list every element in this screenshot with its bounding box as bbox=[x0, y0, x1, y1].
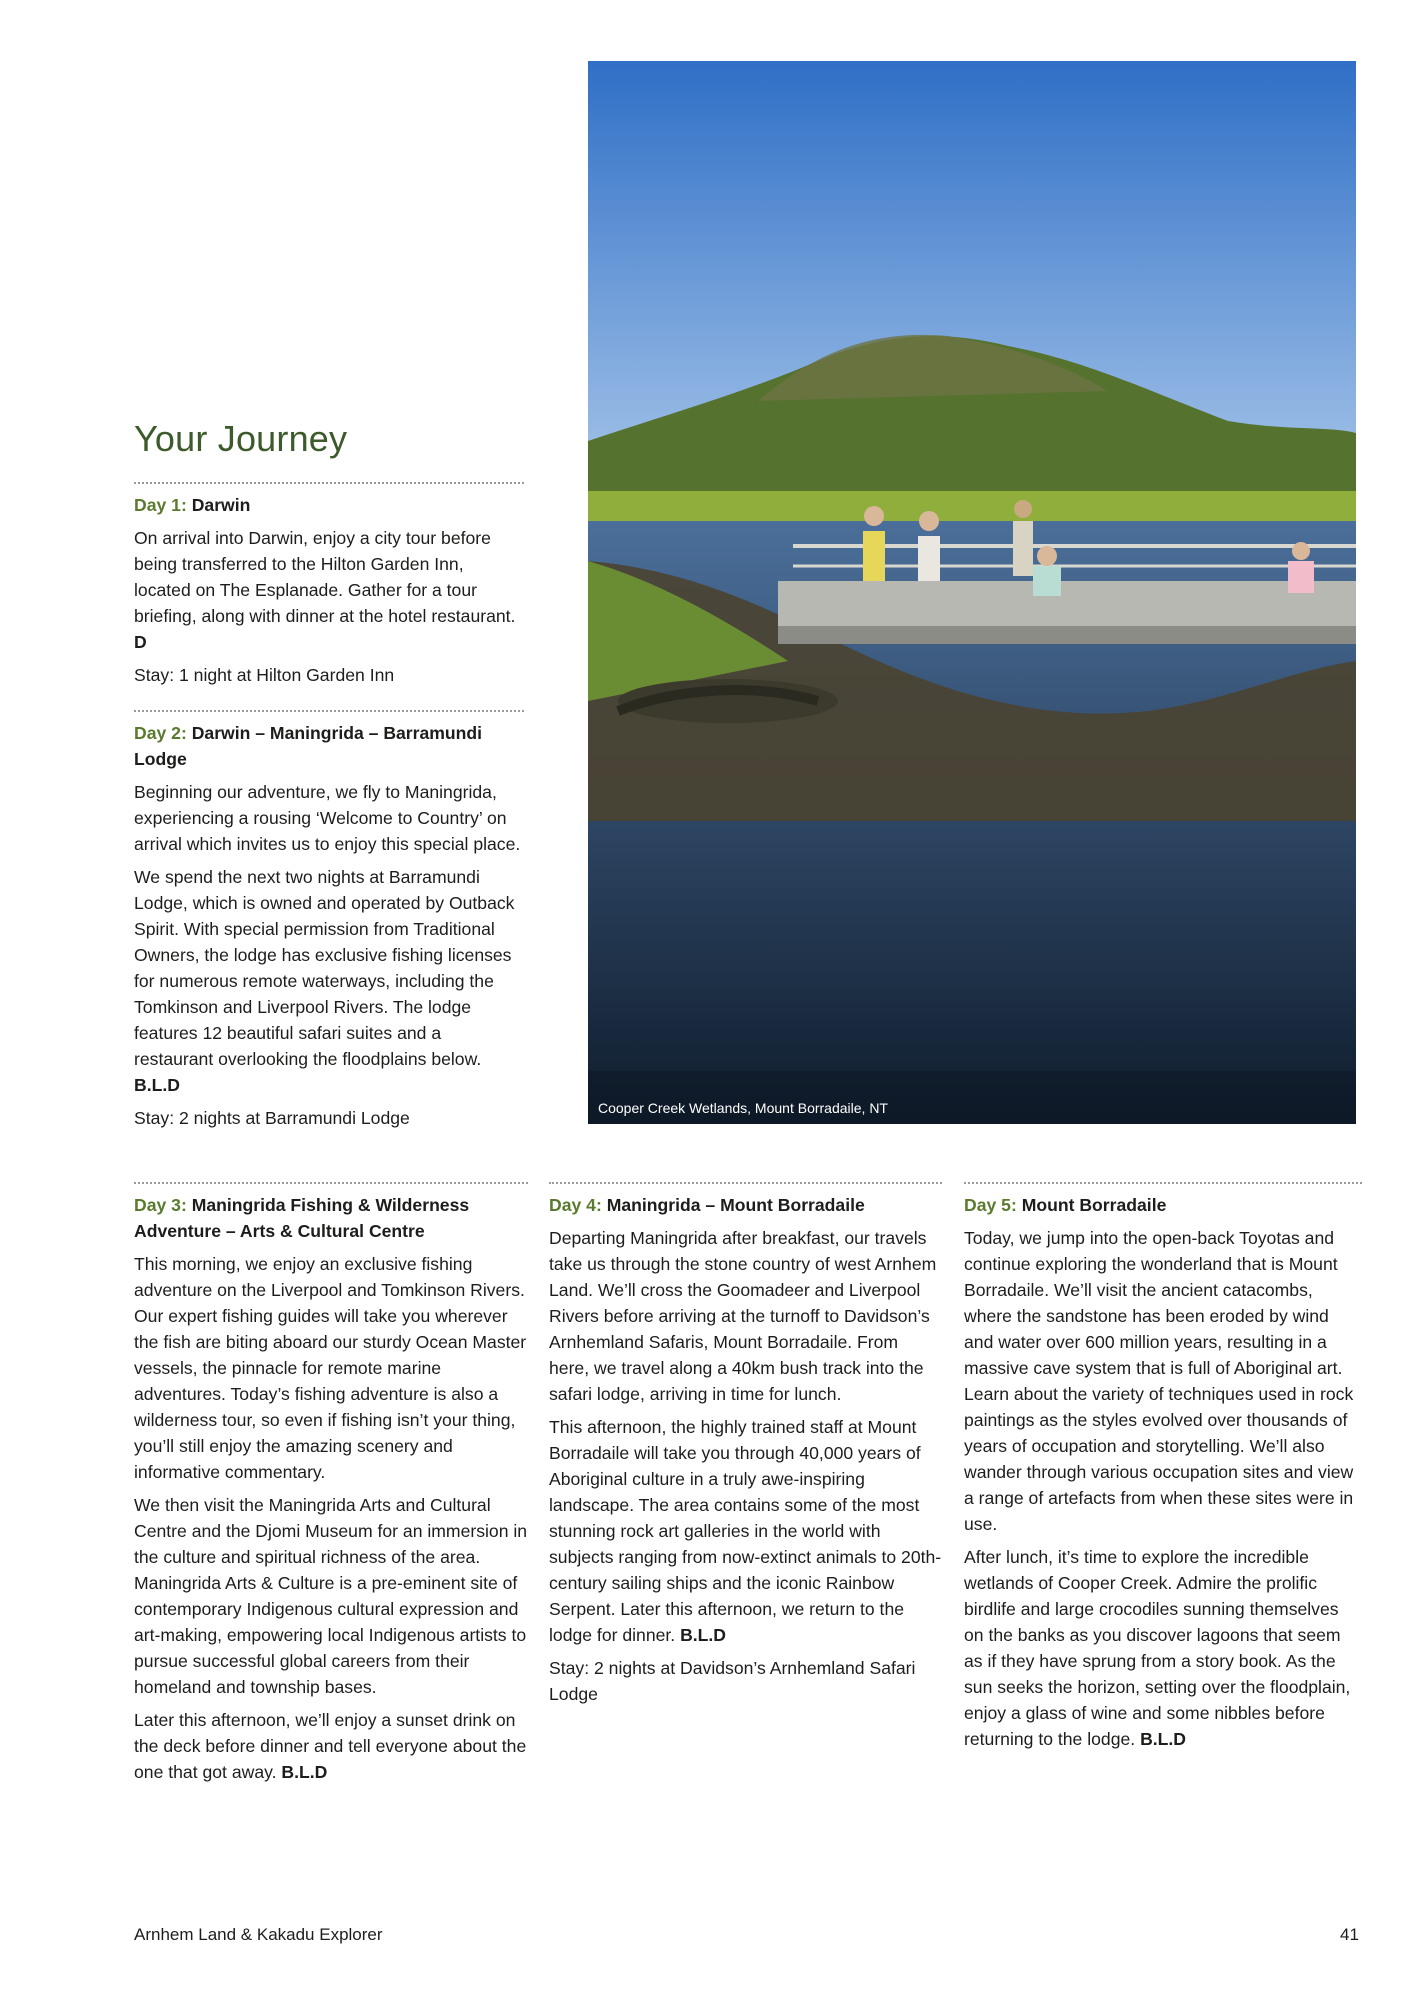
day-4-paragraph-2: This afternoon, the highly trained staff at Mount Borradaile will take you through 40,000 years of Aboriginal culture in a truly awe-inspiring landscape. The area contains some of the most stunning rock art galleries in the world with subjects ranging from now-extinct animals to 20th-century sailing ships and the iconic Rainbow Serpent. Later this afternoon, we return to the lodge for dinner. B.L.D bbox=[549, 1417, 942, 1645]
day-3-paragraph-3: Later this afternoon, we’ll enjoy a sunset drink on the deck before dinner and tell everyone about the one that got away. B.L.D bbox=[134, 1710, 527, 1782]
wetlands-illustration bbox=[588, 61, 1356, 1124]
day-3-heading: Day 3: Maningrida Fishing & Wilderness Adventure – Arts & Cultural Centre bbox=[134, 1195, 470, 1241]
day-5-paragraph-1: Today, we jump into the open-back Toyotas and continue exploring the wonderland that is Mount Borradaile. We’ll visit the ancient catacombs, where the sandstone has been eroded by wind and water over 600 million years, resulting in a massive cave system that is full of Aboriginal art. Learn about the variety of techniques used in rock paintings as the styles evolved over thousands of years of occupation and storytelling. We’ll also wander through various occupation sites and view a range of artefacts from when these sites were in use. bbox=[964, 1228, 1354, 1534]
footer-publication-title: Arnhem Land & Kakadu Explorer bbox=[134, 1925, 383, 1944]
day-5-heading: Day 5: Mount Borradaile bbox=[964, 1195, 1167, 1215]
day-1-paragraph-1: On arrival into Darwin, enjoy a city tour before being transferred to the Hilton Garden Inn, located on The Esplanade. Gather for a tour briefing, along with dinner at the hotel restaurant. D bbox=[134, 528, 516, 652]
day-3-section bbox=[134, 1182, 528, 1785]
column-day-5 bbox=[964, 1182, 1362, 1764]
day-4-section bbox=[549, 1182, 942, 1707]
day-4-stay: Stay: 2 nights at Davidson’s Arnhemland Safari Lodge bbox=[549, 1658, 916, 1704]
day-3-paragraph-1: This morning, we enjoy an exclusive fishing adventure on the Liverpool and Tomkinson Rivers. Our expert fishing guides will take you wherever the fish are biting aboard our sturdy Ocean Master vessels, the pinnacle for remote marine adventures. Today’s fishing adventure is also a wilderness tour, so even if fishing isn’t your thing, you’ll still enjoy the amazing scenery and informative commentary. bbox=[134, 1254, 527, 1482]
day-1-stay: Stay: 1 night at Hilton Garden Inn bbox=[134, 665, 395, 685]
day-5-paragraph-2: After lunch, it’s time to explore the incredible wetlands of Cooper Creek. Admire the prolific birdlife and large crocodiles sunning themselves on the banks as you discover lagoons that seem as if they have sprung from a story book. As the sun seeks the horizon, setting over the floodplain, enjoy a glass of wine and some nibbles before returning to the lodge. B.L.D bbox=[964, 1547, 1351, 1749]
column-day-3 bbox=[134, 1182, 528, 1797]
page-title: Your Journey bbox=[134, 418, 348, 459]
day-2-heading: Day 2: Darwin – Maningrida – Barramundi Lodge bbox=[134, 723, 483, 769]
wetlands-photo bbox=[588, 61, 1356, 1124]
day-4-paragraph-1: Departing Maningrida after breakfast, our travels take us through the stone country of west Arnhem Land. We’ll cross the Goomadeer and Liverpool Rivers before arriving at the turnoff to Davidson’s Arnhemland Safaris, Mount Borradaile. From here, we travel along a 40km bush track into the safari lodge, arriving in time for lunch. bbox=[549, 1228, 937, 1404]
day-1-section bbox=[134, 482, 524, 688]
column-day-4 bbox=[549, 1182, 942, 1719]
day-5-section bbox=[964, 1182, 1362, 1752]
day-2-paragraph-2: We spend the next two nights at Barramundi Lodge, which is owned and operated by Outback Spirit. With special permission from Traditional Owners, the lodge has exclusive fishing licenses for numerous remote waterways, including the Tomkinson and Liverpool Rivers. The lodge features 12 beautiful safari suites and a restaurant overlooking the floodplains below. B.L.D bbox=[134, 867, 515, 1095]
footer-page-number: 41 bbox=[1340, 1925, 1359, 1944]
column-top-left bbox=[134, 482, 524, 1143]
day-3-paragraph-2: We then visit the Maningrida Arts and Cultural Centre and the Djomi Museum for an immersion in the culture and spiritual richness of the area. Maningrida Arts & Culture is a pre-eminent site of contemporary Indigenous cultural expression and art-making, empowering local Indigenous artists to pursue successful global careers from their homeland and township bases. bbox=[134, 1495, 528, 1697]
day-1-heading: Day 1: Darwin bbox=[134, 495, 251, 515]
photo-caption: Cooper Creek Wetlands, Mount Borradaile, NT bbox=[598, 1100, 888, 1116]
day-2-paragraph-1: Beginning our adventure, we fly to Maningrida, experiencing a rousing ‘Welcome to Country’ on arrival which invites us to enjoy this special place. bbox=[134, 782, 521, 854]
day-2-stay: Stay: 2 nights at Barramundi Lodge bbox=[134, 1108, 410, 1128]
day-4-heading: Day 4: Maningrida – Mount Borradaile bbox=[549, 1195, 865, 1215]
day-2-section bbox=[134, 710, 524, 1131]
